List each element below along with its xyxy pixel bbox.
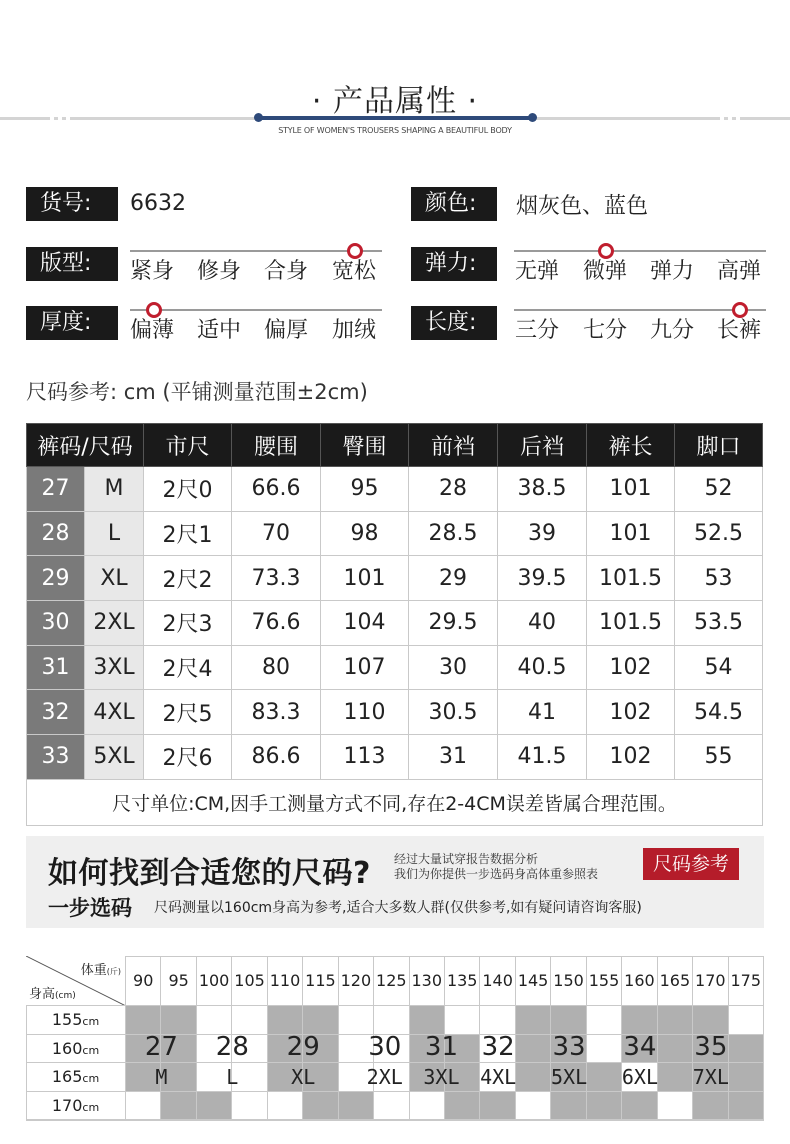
table-cell: 113 — [321, 735, 409, 780]
fit-label: 版型: — [26, 247, 118, 281]
thickness-label: 厚度: — [26, 306, 118, 340]
height-weight-grid — [26, 956, 764, 1121]
table-cell: 54 — [675, 645, 763, 690]
size-label-letter: 3XL — [423, 1065, 460, 1089]
height-axis-label: 身高(cm) — [29, 987, 76, 1002]
waist-code: 32 — [27, 690, 85, 735]
weight-header-cell: 175 — [729, 956, 764, 1006]
table-cell: 55 — [675, 735, 763, 780]
table-cell: 104 — [321, 601, 409, 646]
table-row — [27, 511, 763, 556]
stretch-option: 微弹 — [583, 259, 628, 284]
fit-option: 紧身 — [130, 259, 175, 284]
height-header-cell: 165cm — [26, 1063, 126, 1092]
size-label-number: 33 — [552, 1032, 586, 1062]
how-to-banner — [26, 836, 764, 928]
grid-cell — [445, 1006, 480, 1035]
table-cell: 2尺1 — [144, 511, 232, 556]
table-cell: 30.5 — [409, 690, 498, 735]
size-label-number: 28 — [215, 1032, 249, 1062]
grid-fill — [551, 1092, 585, 1120]
size-label-number: 34 — [623, 1032, 657, 1062]
size-label-number: 27 — [144, 1032, 178, 1062]
grid-fill — [622, 1006, 656, 1034]
length-option: 三分 — [515, 318, 560, 343]
table-cell: 2尺6 — [144, 735, 232, 780]
grid-fill — [658, 1006, 692, 1034]
table-cell: 2尺5 — [144, 690, 232, 735]
weight-header-cell: 115 — [303, 956, 338, 1006]
header-cell: 裤码/尺码 — [27, 424, 144, 467]
grid-cell — [232, 1092, 267, 1121]
table-cell: 80 — [232, 645, 321, 690]
weight-header-cell: 105 — [232, 956, 267, 1006]
table-cell: 40.5 — [498, 645, 587, 690]
weight-header-cell: 165 — [658, 956, 693, 1006]
size-ref-badge: 尺码参考 — [643, 848, 739, 880]
size-label-number: 30 — [368, 1032, 402, 1062]
table-cell: 83.3 — [232, 690, 321, 735]
grid-fill — [126, 1006, 160, 1034]
thickness-option: 偏厚 — [264, 318, 309, 343]
fit-option: 修身 — [197, 259, 242, 284]
thickness-option: 适中 — [197, 318, 242, 343]
table-cell: 28 — [409, 467, 498, 512]
stretch-label: 弹力: — [411, 247, 497, 281]
grid-cell — [374, 1092, 409, 1121]
weight-header-cell: 130 — [410, 956, 445, 1006]
stretch-option: 弹力 — [650, 259, 695, 284]
table-cell: 30 — [409, 645, 498, 690]
grid-fill — [445, 1092, 479, 1120]
table-cell: 40 — [498, 601, 587, 646]
waist-code: 29 — [27, 556, 85, 601]
table-cell: 101 — [587, 467, 675, 512]
size-label-letter: L — [226, 1065, 239, 1089]
weight-axis-label: 体重(斤) — [80, 963, 121, 978]
table-note-row — [27, 779, 763, 825]
grid-fill — [197, 1092, 231, 1120]
size-label-letter: 2XL — [366, 1065, 403, 1089]
table-cell: 102 — [587, 690, 675, 735]
header-cell: 腰围 — [232, 424, 321, 467]
color-value: 烟灰色、蓝色 — [516, 194, 649, 219]
size-reference-caption: 尺码参考: cm (平铺测量范围±2cm) — [26, 380, 368, 404]
table-cell: 101 — [321, 556, 409, 601]
waist-code: 30 — [27, 601, 85, 646]
table-cell: 54.5 — [675, 690, 763, 735]
grid-cell — [410, 1092, 445, 1121]
length-option: 九分 — [650, 318, 695, 343]
header-cell: 裤长 — [587, 424, 675, 467]
item-no-value: 6632 — [130, 191, 186, 216]
grid-cell — [339, 1006, 374, 1035]
size-label-letter: M — [155, 1065, 168, 1089]
grid-fill — [693, 1092, 727, 1120]
table-row — [27, 601, 763, 646]
grid-cell — [197, 1006, 232, 1035]
table-cell: 29 — [409, 556, 498, 601]
grid-fill — [622, 1092, 656, 1120]
grid-cell — [587, 1006, 622, 1035]
table-cell: 53.5 — [675, 601, 763, 646]
size-code: XL — [85, 556, 144, 601]
how-to-note-line: 经过大量试穿报告数据分析 — [394, 852, 539, 866]
table-cell: 39.5 — [498, 556, 587, 601]
grid-cell — [232, 1006, 267, 1035]
stretch-option: 高弹 — [717, 259, 762, 284]
thickness-option: 偏薄 — [130, 318, 175, 343]
size-label-letter: XL — [291, 1065, 316, 1089]
grid-fill — [161, 1006, 195, 1034]
how-to-note-line: 我们为你提供一步选码身高体重参照表 — [394, 867, 599, 881]
table-row — [27, 556, 763, 601]
table-cell: 2尺3 — [144, 601, 232, 646]
table-cell: 52.5 — [675, 511, 763, 556]
size-label-number: 35 — [694, 1032, 728, 1062]
thickness-scale — [130, 303, 382, 343]
grid-corner — [26, 956, 126, 1006]
table-cell: 98 — [321, 511, 409, 556]
weight-header-cell: 150 — [551, 956, 586, 1006]
grid-fill — [587, 1092, 621, 1120]
length-scale — [514, 303, 766, 343]
length-label: 长度: — [411, 306, 497, 340]
length-option: 长裤 — [717, 318, 762, 343]
how-to-title: 如何找到合适您的尺码? — [48, 856, 371, 891]
grid-fill — [693, 1006, 727, 1034]
table-cell: 52 — [675, 467, 763, 512]
height-header-cell: 155cm — [26, 1006, 126, 1035]
table-cell: 70 — [232, 511, 321, 556]
weight-header-cell: 170 — [693, 956, 728, 1006]
how-to-note — [394, 852, 598, 882]
item-no-label: 货号: — [26, 187, 118, 221]
size-table — [26, 423, 763, 826]
table-cell: 101 — [587, 511, 675, 556]
size-code: L — [85, 511, 144, 556]
section-subtitle: STYLE OF WOMEN'S TROUSERS SHAPING A BEAUTIFUL BODY — [278, 126, 512, 135]
table-cell: 102 — [587, 645, 675, 690]
thickness-option: 加绒 — [332, 318, 377, 343]
weight-header-cell: 160 — [622, 956, 657, 1006]
header-cell: 后裆 — [498, 424, 587, 467]
table-cell: 41 — [498, 690, 587, 735]
table-cell: 31 — [409, 735, 498, 780]
table-cell: 86.6 — [232, 735, 321, 780]
table-cell: 101.5 — [587, 601, 675, 646]
size-code: 4XL — [85, 690, 144, 735]
grid-cell — [126, 1092, 161, 1121]
section-header — [0, 0, 790, 150]
table-row — [27, 645, 763, 690]
table-cell: 76.6 — [232, 601, 321, 646]
grid-cell — [729, 1006, 764, 1035]
one-step-title: 一步选码 — [48, 896, 132, 920]
weight-header-cell: 120 — [339, 956, 374, 1006]
size-label-letter: 6XL — [621, 1065, 658, 1089]
grid-cell — [516, 1092, 551, 1121]
height-header-cell: 160cm — [26, 1035, 126, 1064]
table-row — [27, 690, 763, 735]
table-cell: 2尺2 — [144, 556, 232, 601]
grid-cell — [268, 1092, 303, 1121]
grid-cell — [658, 1092, 693, 1121]
waist-code: 28 — [27, 511, 85, 556]
grid-fill — [303, 1092, 337, 1120]
table-cell: 2尺4 — [144, 645, 232, 690]
header-cell: 市尺 — [144, 424, 232, 467]
weight-header-cell: 100 — [197, 956, 232, 1006]
weight-header-cell: 135 — [445, 956, 480, 1006]
size-label-letter: 4XL — [480, 1065, 517, 1089]
table-cell: 110 — [321, 690, 409, 735]
waist-code: 31 — [27, 645, 85, 690]
table-cell: 38.5 — [498, 467, 587, 512]
grid-fill — [303, 1006, 337, 1034]
weight-header-cell: 110 — [268, 956, 303, 1006]
grid-cell — [480, 1006, 515, 1035]
weight-header-cell: 145 — [516, 956, 551, 1006]
one-step-note: 尺码测量以160cm身高为参考,适合大多数人群(仅供参考,如有疑问请咨询客服) — [154, 900, 642, 916]
size-code: 2XL — [85, 601, 144, 646]
length-option: 七分 — [583, 318, 628, 343]
table-cell: 73.3 — [232, 556, 321, 601]
size-label-letter: 5XL — [550, 1065, 588, 1089]
size-label-number: 32 — [481, 1032, 515, 1062]
table-cell: 53 — [675, 556, 763, 601]
weight-header-cell: 125 — [374, 956, 409, 1006]
fit-scale — [130, 244, 382, 284]
header-cell: 前裆 — [409, 424, 498, 467]
size-label-letter: 7XL — [692, 1065, 729, 1089]
grid-fill — [161, 1092, 195, 1120]
grid-fill — [268, 1006, 302, 1034]
table-cell: 2尺0 — [144, 467, 232, 512]
table-row — [27, 735, 763, 780]
table-cell: 107 — [321, 645, 409, 690]
header-cell: 脚口 — [675, 424, 763, 467]
waist-code: 33 — [27, 735, 85, 780]
weight-header-cell: 140 — [480, 956, 515, 1006]
stretch-scale — [514, 244, 766, 284]
size-label-number: 29 — [286, 1032, 320, 1062]
size-code: M — [85, 467, 144, 512]
color-label: 颜色: — [411, 187, 497, 221]
grid-fill — [339, 1092, 373, 1120]
header-cell: 臀围 — [321, 424, 409, 467]
table-cell: 39 — [498, 511, 587, 556]
weight-header-cell: 95 — [161, 956, 196, 1006]
table-row — [27, 467, 763, 512]
section-title: · 产品属性 · — [311, 84, 479, 119]
fit-option: 合身 — [264, 259, 309, 284]
grid-cell — [374, 1006, 409, 1035]
weight-header-cell: 155 — [587, 956, 622, 1006]
stretch-option: 无弹 — [515, 259, 560, 284]
table-cell: 95 — [321, 467, 409, 512]
fit-option: 宽松 — [332, 259, 377, 284]
height-header-cell: 170cm — [26, 1092, 126, 1121]
size-label-number: 31 — [424, 1032, 458, 1062]
table-cell: 29.5 — [409, 601, 498, 646]
size-code: 3XL — [85, 645, 144, 690]
grid-fill — [551, 1006, 585, 1034]
weight-header-cell: 90 — [126, 956, 161, 1006]
table-cell: 102 — [587, 735, 675, 780]
table-cell: 66.6 — [232, 467, 321, 512]
size-table-header — [27, 424, 763, 467]
grid-fill — [480, 1092, 514, 1120]
size-table-note: 尺寸单位:CM,因手工测量方式不同,存在2-4CM误差皆属合理范围。 — [27, 779, 763, 825]
table-cell: 28.5 — [409, 511, 498, 556]
table-cell: 101.5 — [587, 556, 675, 601]
waist-code: 27 — [27, 467, 85, 512]
grid-fill — [410, 1006, 444, 1034]
table-cell: 41.5 — [498, 735, 587, 780]
grid-fill — [516, 1006, 550, 1034]
grid-fill — [729, 1092, 763, 1120]
size-code: 5XL — [85, 735, 144, 780]
